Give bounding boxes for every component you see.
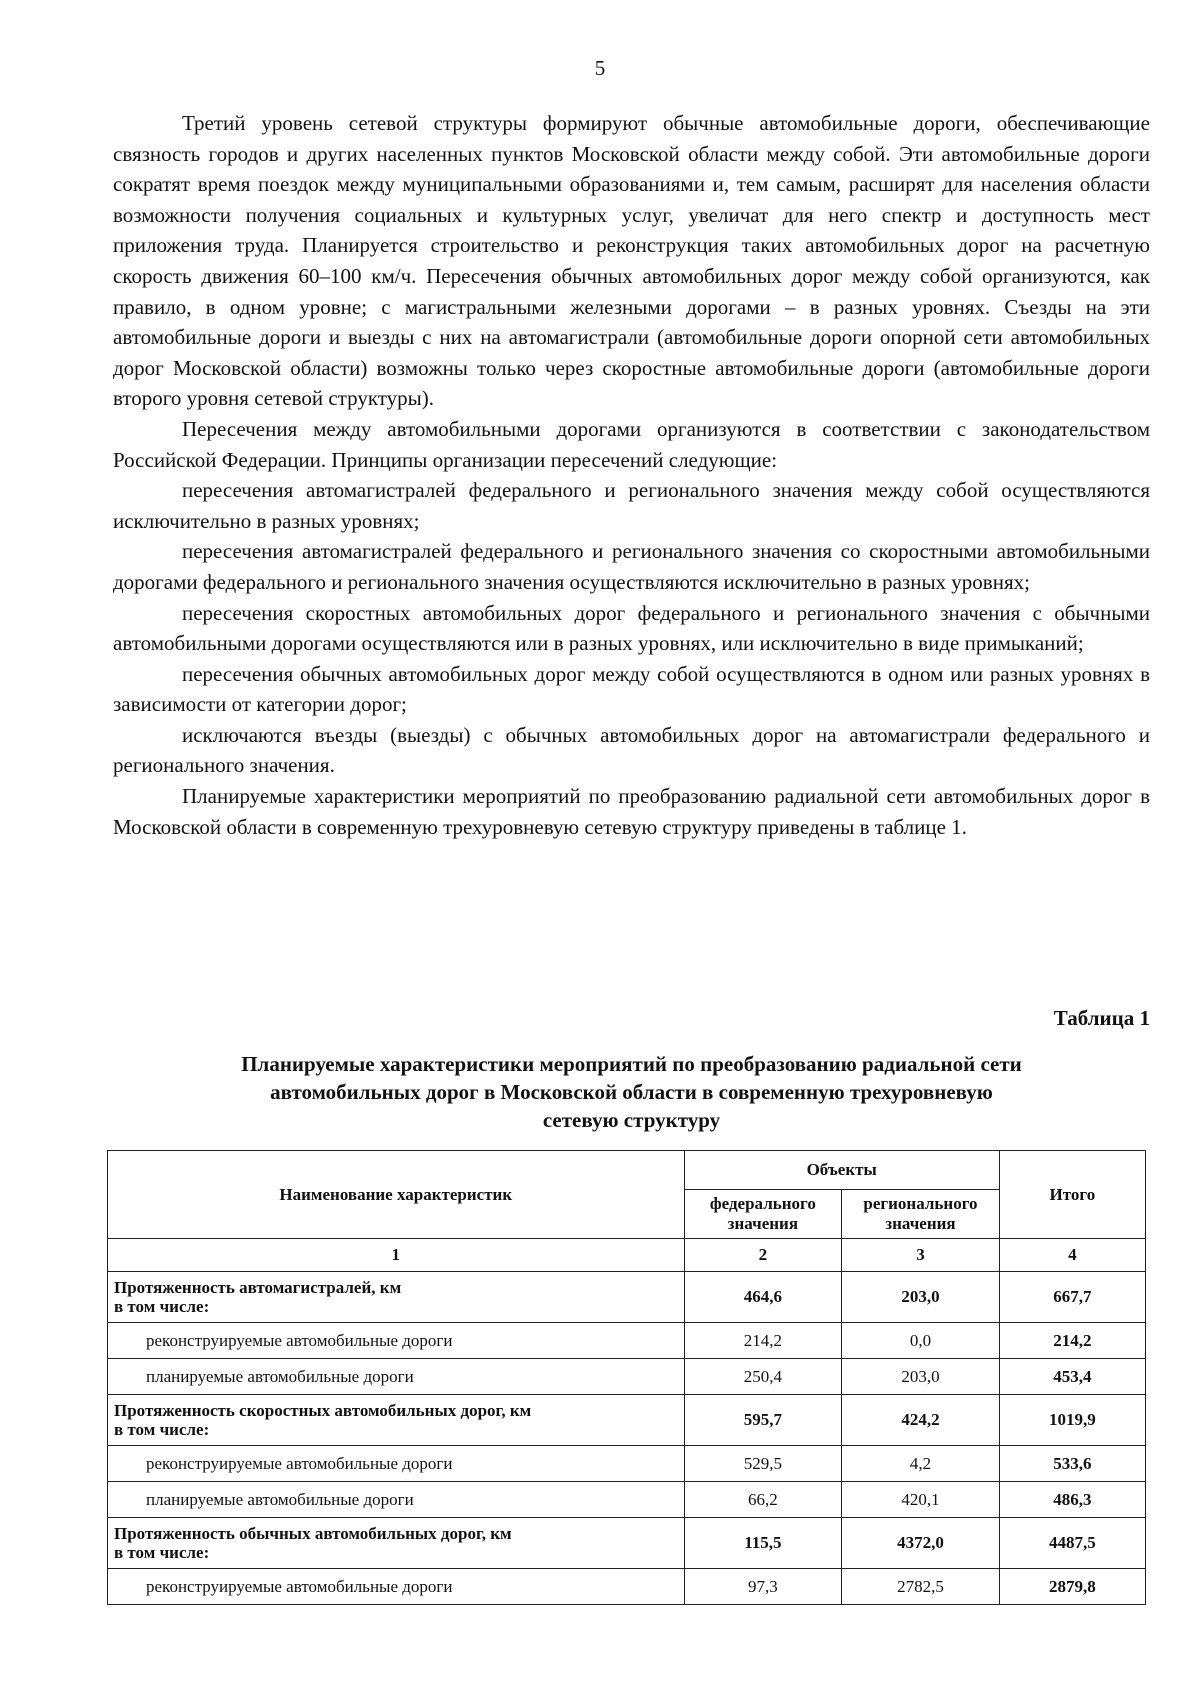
cell-federal: 97,3 <box>684 1569 842 1605</box>
cell-federal: 214,2 <box>684 1323 842 1359</box>
column-number: 1 <box>108 1239 685 1272</box>
cell-regional: 0,0 <box>842 1323 1000 1359</box>
paragraph: Пересечения между автомобильными дорогами организуются в соответствии с законодательством Российской Федерации. Принципы организации пересечений следующие: <box>113 416 1150 472</box>
cell-total: 533,6 <box>999 1446 1145 1482</box>
row-label: реконструируемые автомобильные дороги <box>108 1446 685 1482</box>
table-title-line: автомобильных дорог в Московской области в современную трехуровневую <box>270 1080 993 1104</box>
paragraph: пересечения обычных автомобильных дорог между собой осуществляются в одном или разных уровнях в зависимости от категории дорог; <box>113 661 1150 717</box>
paragraph: Третий уровень сетевой структуры формируют обычные автомобильные дороги, обеспечивающие связность городов и других населенных пунктов Московской области между собой. Эти автомобильные дороги сократят время поездок между муниципальными образованиями и, тем самым, расширят для населения области возможности получения социальных и культурных услуг, увеличат для него спектр и доступность мест приложения труда. Планируется строительство и реконструкция таких автомобильных дорог на расчетную скорость движения 60–100 км/ч. Пересечения обычных автомобильных дорог между собой организуются, как правило, в одном уровне; с магистральными железными дорогами – в разных уровнях. Съезды на эти автомобильные дороги и выезды с них на автомагистрали (автомобильные дороги опорной сети автомобильных дорог Московской области) возможны только через скоростные автомобильные дороги (автомобильные дороги второго уровня сетевой структуры). <box>113 111 1150 411</box>
table-title-line: сетевую структуру <box>542 1108 721 1132</box>
row-label: реконструируемые автомобильные дороги <box>108 1323 685 1359</box>
cell-federal: 529,5 <box>684 1446 842 1482</box>
cell-total: 2879,8 <box>999 1569 1145 1605</box>
table-row <box>108 1518 1146 1569</box>
header-total: Итого <box>999 1151 1145 1239</box>
cell-regional: 2782,5 <box>842 1569 1000 1605</box>
paragraph: пересечения автомагистралей федерального и регионального значения между собой осуществляются исключительно в разных уровнях; <box>113 478 1150 533</box>
header-regional: регионального значения <box>842 1190 1000 1239</box>
cell-federal: 66,2 <box>684 1482 842 1518</box>
table-title <box>113 1050 1150 1134</box>
row-label-main: Протяженность автомагистралей, км <box>114 1278 402 1297</box>
table-row <box>108 1482 1146 1518</box>
page-number: 5 <box>594 56 606 80</box>
column-number: 3 <box>842 1239 1000 1272</box>
cell-total: 667,7 <box>999 1272 1145 1323</box>
cell-total: 453,4 <box>999 1359 1145 1395</box>
cell-total: 1019,9 <box>999 1395 1145 1446</box>
cell-regional: 4372,0 <box>842 1518 1000 1569</box>
cell-regional: 4,2 <box>842 1446 1000 1482</box>
cell-regional: 203,0 <box>842 1272 1000 1323</box>
row-label: планируемые автомобильные дороги <box>108 1359 685 1395</box>
cell-federal: 250,4 <box>684 1359 842 1395</box>
row-label: планируемые автомобильные дороги <box>108 1482 685 1518</box>
cell-regional: 424,2 <box>842 1395 1000 1446</box>
cell-total: 486,3 <box>999 1482 1145 1518</box>
table-title-line: Планируемые характеристики мероприятий по преобразованию радиальной сети <box>241 1052 1022 1076</box>
cell-regional: 420,1 <box>842 1482 1000 1518</box>
column-number: 4 <box>999 1239 1145 1272</box>
header-objects: Объекты <box>684 1151 999 1190</box>
table-row <box>108 1569 1146 1605</box>
table-caption: Таблица 1 <box>1053 1006 1150 1030</box>
row-label <box>108 1395 685 1446</box>
paragraph: пересечения скоростных автомобильных дорог федерального и регионального значения с обычными автомобильными дорогами осуществляются или в разных уровнях, или исключительно в виде примыканий; <box>113 600 1150 656</box>
row-label-sub: в том числе: <box>114 1543 210 1562</box>
table-row <box>108 1272 1146 1323</box>
cell-federal: 115,5 <box>684 1518 842 1569</box>
table-row <box>108 1395 1146 1446</box>
cell-total: 214,2 <box>999 1323 1145 1359</box>
table-row <box>108 1359 1146 1395</box>
row-label <box>108 1518 685 1569</box>
header-federal: федерального значения <box>684 1190 842 1239</box>
row-label: реконструируемые автомобильные дороги <box>108 1569 685 1605</box>
row-label-sub: в том числе: <box>114 1297 210 1316</box>
body-text <box>113 108 1150 842</box>
paragraph: пересечения автомагистралей федерального и регионального значения со скоростными автомобильными дорогами федерального и регионального значения осуществляются исключительно в разных уровнях; <box>113 539 1150 594</box>
cell-total: 4487,5 <box>999 1518 1145 1569</box>
paragraph: исключаются въезды (выезды) с обычных автомобильных дорог на автомагистрали федерального и регионального значения. <box>113 722 1150 778</box>
row-label <box>108 1272 685 1323</box>
table-row <box>108 1446 1146 1482</box>
table-row <box>108 1323 1146 1359</box>
characteristics-table <box>107 1150 1146 1605</box>
row-label-main: Протяженность обычных автомобильных дорог, км <box>114 1524 512 1543</box>
cell-federal: 595,7 <box>684 1395 842 1446</box>
row-label-sub: в том числе: <box>114 1420 210 1439</box>
cell-federal: 464,6 <box>684 1272 842 1323</box>
paragraph: Планируемые характеристики мероприятий по преобразованию радиальной сети автомобильных дорог в Московской области в современную трехуровневую сетевую структуру приведены в таблице 1. <box>113 784 1150 839</box>
header-name: Наименование характеристик <box>108 1151 685 1239</box>
cell-regional: 203,0 <box>842 1359 1000 1395</box>
row-label-main: Протяженность скоростных автомобильных дорог, км <box>114 1401 532 1420</box>
column-number: 2 <box>684 1239 842 1272</box>
